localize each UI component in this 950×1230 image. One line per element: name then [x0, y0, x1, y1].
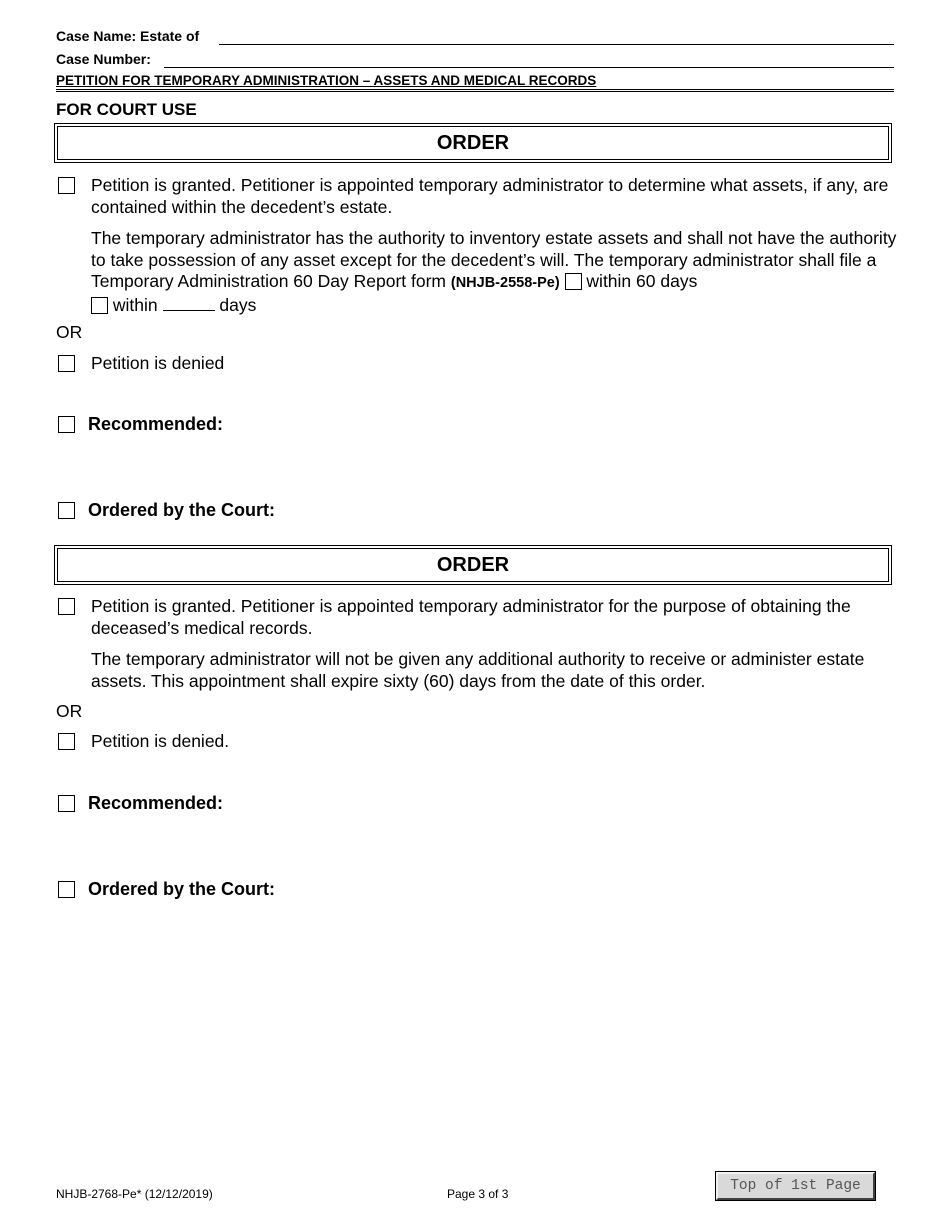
- title-divider: [56, 91, 894, 92]
- order-1-denied-checkbox[interactable]: [58, 355, 75, 372]
- order-1-denied-text: Petition is denied: [91, 353, 225, 373]
- case-number-field[interactable]: [164, 67, 894, 68]
- case-name-field[interactable]: [219, 44, 894, 45]
- order-1-recommended-label: Recommended:: [88, 414, 224, 434]
- petition-title: PETITION FOR TEMPORARY ADMINISTRATION – ASSETS AND MEDICAL RECORDS: [56, 73, 894, 90]
- order-1-authority-paragraph: [91, 228, 906, 316]
- order-2-granted-checkbox[interactable]: [58, 598, 75, 615]
- order-2-denied-text: Petition is denied.: [91, 731, 230, 751]
- order-1-title: ORDER: [57, 126, 889, 160]
- within-custom-days-checkbox[interactable]: [91, 297, 108, 314]
- order-2-title: ORDER: [57, 548, 889, 582]
- within-60-days-checkbox[interactable]: [565, 273, 582, 290]
- order-2-ordered-checkbox[interactable]: [58, 881, 75, 898]
- days-label: days: [219, 294, 257, 315]
- form-id: NHJB-2768-Pe* (12/12/2019): [56, 1187, 213, 1201]
- order-1-title-box: [54, 123, 892, 163]
- order-2-title-box: [54, 545, 892, 585]
- order-1-or-label: OR: [56, 322, 83, 342]
- case-number-label: Case Number:: [56, 51, 151, 67]
- form-code-reference: (NHJB-2558-Pe): [450, 275, 560, 291]
- case-name-label: Case Name: Estate of: [56, 28, 200, 44]
- order-1-recommended-checkbox[interactable]: [58, 416, 75, 433]
- order-1-granted-text: Petition is granted. Petitioner is appointed temporary administrator to determine what assets, if any, are contained within the decedent’s estate.: [91, 175, 889, 217]
- order-1-ordered-label: Ordered by the Court:: [88, 500, 276, 520]
- order-2-recommended-label: Recommended:: [88, 793, 224, 813]
- order-2-denied-checkbox[interactable]: [58, 733, 75, 750]
- top-of-first-page-button[interactable]: Top of 1st Page: [716, 1172, 875, 1200]
- within-60-days-label: within 60 days: [586, 271, 698, 291]
- order-2-granted-text: Petition is granted. Petitioner is appointed temporary administrator for the purpose of obtaining the deceased’s medical records.: [91, 596, 851, 638]
- order-1-authority-text: The temporary administrator has the authority to inventory estate assets and shall not have the authority to take possession of any asset except for the decedent’s will. The temporary administrator shall file a Temporary Administration 60 Day Report form: [91, 228, 897, 291]
- custom-days-field[interactable]: [163, 296, 215, 311]
- order-2-or-label: OR: [56, 701, 83, 721]
- within-label: within: [112, 294, 158, 315]
- page-number: Page 3 of 3: [447, 1187, 509, 1201]
- court-use-heading: FOR COURT USE: [56, 100, 197, 119]
- order-2-recommended-checkbox[interactable]: [58, 795, 75, 812]
- order-2-authority-text: The temporary administrator will not be given any additional authority to receive or administer estate assets. This appointment shall expire sixty (60) days from the date of this order.: [91, 649, 865, 691]
- order-1-ordered-checkbox[interactable]: [58, 502, 75, 519]
- order-2-ordered-label: Ordered by the Court:: [88, 879, 276, 899]
- order-1-granted-checkbox[interactable]: [58, 177, 75, 194]
